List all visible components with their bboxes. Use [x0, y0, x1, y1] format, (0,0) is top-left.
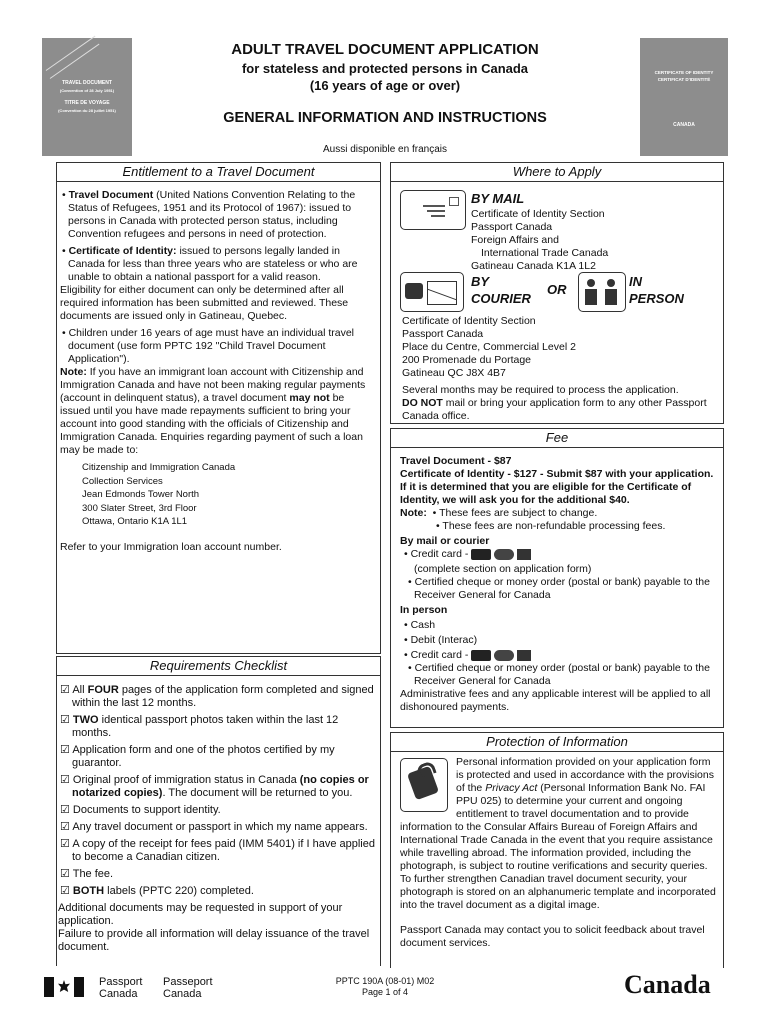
in-person-icon — [578, 272, 626, 312]
checklist-item: ☑ TWO identical passport photos taken within the last 12 months. — [60, 714, 339, 739]
children-bullet: • Children under 16 years of age must have an individual travel document (use form PPTC 192 "Child Travel Document Application"). — [62, 327, 355, 365]
canada-flag-icon — [44, 977, 84, 997]
fee-note-2: • These fees are non-refundable processing fees. — [436, 520, 666, 532]
entitlement-body — [60, 189, 375, 554]
visa-icon — [471, 549, 491, 560]
checklist-item: ☑ A copy of the receipt for fees paid (IMM 5401) if I have applied to become a Canadian citizen. — [60, 838, 375, 863]
mastercard-icon — [494, 650, 514, 661]
mail-address: Certificate of Identity Section Passport Canada Foreign Affairs and International Trade Canada Gatineau Canada K1A 1L2 — [471, 208, 609, 272]
courier-address: Certificate of Identity Section Passport Canada Place du Centre, Commercial Level 2 200 Promenade du Portage Gatineau QC J8X 4B7 Several months may be required to process the application. DO NOT mail or bring your application form to any other Passport Canada office. — [402, 315, 720, 423]
canada-wordmark: Canada — [624, 970, 711, 999]
credit-card-person: • Credit card - — [400, 649, 722, 662]
by-label: BY — [471, 274, 490, 289]
subtitle-line-2: (16 years of age or over) — [309, 78, 461, 93]
privacy-text: Personal information provided on your application form is protected and used in accordance with the provisions of the Privacy Act (Personal Information Bank No. FAI PPU 025) to determine your current and ongoing entitlement to travel documentation and to provide information to the Consular Affairs Bureau of Foreign Affairs and International Trade Canada in the event that you require assistance while travelling abroad. The information provided, including the photograph, is subject to routine verifications and security queries. To further strengthen Canadian travel document security, your photograph is stored on an alphanumeric template and incorporated into the travel document as a digital image. — [400, 756, 716, 911]
passeport-canada-fr: Passeport Canada — [163, 976, 213, 1000]
privacy-body — [400, 756, 720, 950]
passport-canada-en: Passport Canada — [99, 976, 143, 1000]
additional-docs-text: Additional documents may be requested in support of your application. — [58, 902, 343, 927]
checklist-heading: Requirements Checklist — [56, 656, 381, 676]
courier-label: COURIER — [471, 291, 531, 306]
fee-notes: Note: • These fees are subject to change. — [400, 507, 598, 519]
entitlement-heading: Entitlement to a Travel Document — [56, 162, 381, 182]
french-availability: Aussi disponible en français — [323, 144, 447, 155]
travel-document-bullet: • Travel Document (United Nations Convention Relating to the Status of Refugees, 1951 and its Protocol of 1967): issued to persons in Canada with protected person status, including Convention refugees and persons in need of protection. — [62, 189, 356, 240]
amex-icon — [517, 650, 531, 661]
cash-option: • Cash — [404, 619, 436, 631]
thumb-left-sub2: (Convention du 28 juillet 1951) — [58, 108, 116, 113]
page-number: Page 1 of 4 — [361, 987, 409, 997]
do-not-mail: DO NOT mail or bring your application form to any other Passport Canada office. — [402, 397, 707, 422]
page-title: ADULT TRAVEL DOCUMENT APPLICATION — [231, 41, 539, 58]
person-label: PERSON — [629, 291, 684, 306]
administrative-fees: Administrative fees and any applicable interest will be applied to all dishonoured payments. — [400, 688, 711, 713]
refer-text: Refer to your Immigration loan account number. — [60, 540, 282, 553]
processing-time: Several months may be required to process the application. — [402, 384, 679, 396]
checklist-item: ☑ All FOUR pages of the application form completed and signed within the last 12 months. — [60, 684, 374, 709]
cheque-mail: • Certified cheque or money order (postal or bank) payable to the Receiver General for Canada — [408, 576, 710, 601]
cheque-person: • Certified cheque or money order (postal or bank) payable to the Receiver General for Canada — [408, 662, 710, 687]
debit-option: • Debit (Interac) — [404, 634, 478, 646]
thumb-right-country: CANADA — [673, 122, 695, 128]
certificate-bullet: • Certificate of Identity: issued to persons legally landed in Canada for less than three years who are stateless or who are unable to obtain a national passport for a valid reason. — [62, 245, 358, 283]
thumb-left-title: TRAVEL DOCUMENT — [62, 80, 112, 86]
checklist-item: ☑ The fee. — [60, 868, 114, 880]
travel-document-fee: Travel Document - $87 — [400, 455, 512, 467]
loan-note: Note: If you have an immigrant loan account with Citizenship and Immigration Canada and have not been making regular payments (account in delinquent status), a travel document may not be issued until you have made repayments sufficient to bring your account into good standing with the officials of Citizenship and Immigration Canada. Enquiries regarding payment of such a loan may be made to: — [60, 366, 366, 456]
envelope-icon — [400, 190, 466, 230]
mail-courier-heading: By mail or courier — [400, 535, 490, 547]
page-subtitle — [140, 60, 630, 94]
checklist-items — [58, 684, 378, 954]
thumb-right-title: CERTIFICATE OF IDENTITY — [654, 70, 714, 75]
section-title: GENERAL INFORMATION AND INSTRUCTIONS — [223, 110, 547, 126]
certificate-identity-image — [640, 38, 728, 156]
eligibility-text: Eligibility for either document can only be determined after all required information has been submitted and reviewed. These documents are issued only in Gatineau, Quebec. — [60, 284, 349, 322]
checklist-item: ☑ Any travel document or passport in which my name appears. — [60, 821, 368, 833]
amex-icon — [517, 549, 531, 560]
certificate-fee: Certificate of Identity - $127 - Submit $87 with your application. If it is determined that you are eligible for the Certificate of Identity, we will ask you for the additional $40. — [400, 468, 714, 506]
in-person-heading: In person — [400, 604, 448, 616]
delay-warning: Failure to provide all information will delay issuance of the travel document. — [58, 928, 370, 953]
subtitle-line-1: for stateless and protected persons in Canada — [241, 61, 529, 76]
feedback-text: Passport Canada may contact you to solicit feedback about travel document services. — [400, 924, 705, 949]
thumb-left-title2: TITRE DE VOYAGE — [64, 100, 110, 106]
thumb-left-sub: (Convention of 28 July 1951) — [59, 88, 115, 93]
complete-section-note: (complete section on application form) — [414, 563, 592, 575]
in-label: IN — [629, 274, 642, 289]
courier-icon — [400, 272, 464, 312]
by-mail-label: BY MAIL — [471, 191, 525, 206]
loan-address: Citizenship and Immigration Canada Collection Services Jean Edmonds Tower North 300 Slater Street, 3rd Floor Ottawa, Ontario K1A 1L1 — [82, 462, 236, 527]
protection-heading: Protection of Information — [390, 732, 724, 752]
mastercard-icon — [494, 549, 514, 560]
or-label: OR — [547, 282, 567, 297]
icon-spacer — [400, 756, 456, 812]
checklist-item: ☑ Original proof of immigration status in Canada (no copies or notarized copies). The document will be returned to you. — [60, 774, 369, 799]
form-number: PPTC 190A (08-01) M02 Page 1 of 4 — [300, 976, 470, 998]
visa-icon — [471, 650, 491, 661]
credit-card-mail: • Credit card - — [400, 548, 722, 561]
fee-body — [400, 455, 722, 714]
checklist-item: ☑ BOTH labels (PPTC 220) completed. — [60, 885, 254, 897]
checklist-item: ☑ Application form and one of the photos certified by my guarantor. — [60, 744, 335, 769]
thumb-right-title2: CERTIFICAT D'IDENTITÉ — [657, 77, 711, 82]
where-to-apply-heading: Where to Apply — [390, 162, 724, 182]
fee-heading: Fee — [390, 428, 724, 448]
checklist-item: ☑ Documents to support identity. — [60, 804, 221, 816]
travel-document-image — [42, 38, 132, 156]
